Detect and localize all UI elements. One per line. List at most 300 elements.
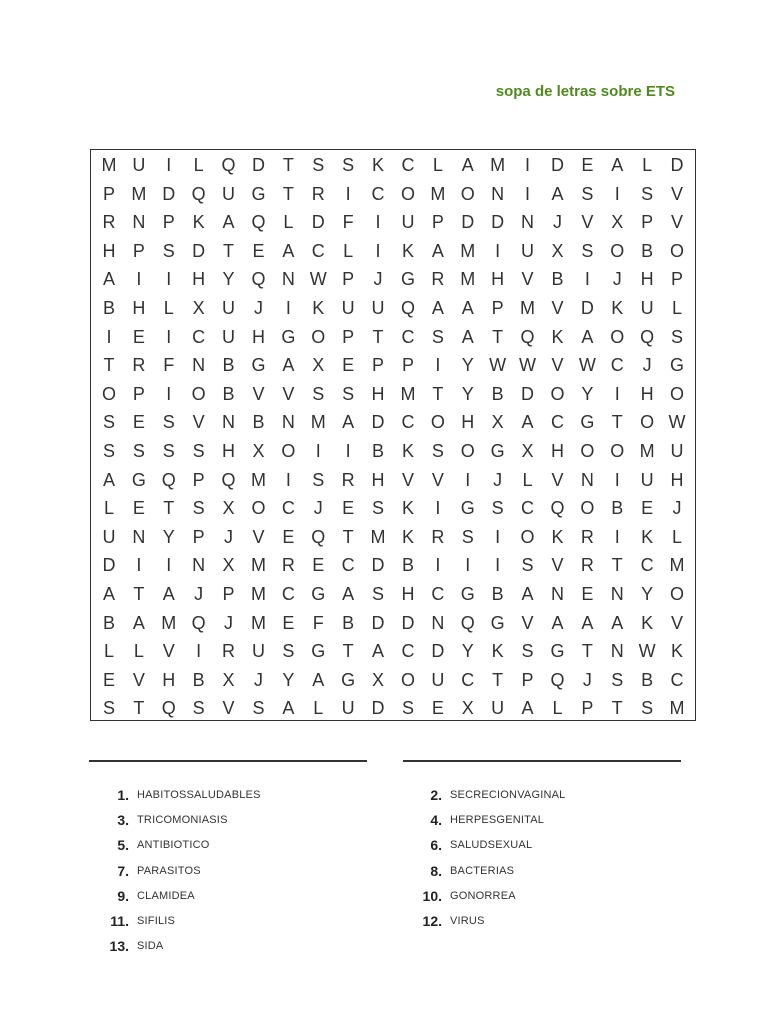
grid-letter[interactable]: J bbox=[373, 269, 383, 290]
grid-letter[interactable]: D bbox=[461, 212, 475, 233]
grid-letter[interactable]: L bbox=[432, 155, 443, 175]
grid-letter[interactable]: G bbox=[460, 498, 475, 519]
grid-letter[interactable]: P bbox=[102, 183, 115, 204]
grid-letter[interactable]: A bbox=[162, 584, 175, 604]
grid-letter[interactable]: M bbox=[250, 612, 266, 633]
grid-letter[interactable]: S bbox=[491, 498, 504, 519]
grid-letter[interactable]: A bbox=[102, 469, 115, 490]
grid-letter[interactable]: V bbox=[551, 298, 564, 318]
grid-letter[interactable]: O bbox=[610, 441, 625, 461]
grid-letter[interactable]: S bbox=[162, 412, 175, 433]
grid-letter[interactable]: D bbox=[580, 298, 594, 318]
grid-letter[interactable]: Q bbox=[161, 469, 176, 490]
grid-letter[interactable]: V bbox=[192, 412, 205, 433]
grid-letter[interactable]: L bbox=[313, 698, 324, 719]
grid-letter[interactable]: U bbox=[132, 155, 146, 175]
grid-letter[interactable]: I bbox=[196, 641, 202, 662]
grid-letter[interactable]: G bbox=[550, 641, 565, 662]
grid-letter[interactable]: S bbox=[282, 641, 295, 662]
grid-letter[interactable]: C bbox=[281, 584, 295, 604]
grid-letter[interactable]: V bbox=[252, 526, 265, 547]
grid-letter[interactable]: G bbox=[251, 183, 266, 204]
grid-letter[interactable]: A bbox=[282, 240, 295, 261]
grid-letter[interactable]: U bbox=[521, 240, 535, 261]
grid-letter[interactable]: I bbox=[166, 326, 172, 347]
grid-letter[interactable]: T bbox=[342, 641, 354, 662]
grid-letter[interactable]: A bbox=[282, 698, 295, 719]
grid-letter[interactable]: S bbox=[102, 412, 115, 433]
grid-letter[interactable]: D bbox=[192, 240, 206, 261]
grid-letter[interactable]: X bbox=[222, 555, 235, 576]
grid-letter[interactable]: K bbox=[192, 212, 205, 233]
grid-letter[interactable]: D bbox=[670, 155, 684, 175]
grid-letter[interactable]: M bbox=[161, 612, 177, 633]
grid-letter[interactable]: L bbox=[343, 240, 354, 261]
grid-letter[interactable]: N bbox=[132, 526, 146, 547]
grid-letter[interactable]: R bbox=[281, 555, 295, 576]
grid-letter[interactable]: I bbox=[614, 469, 620, 490]
grid-letter[interactable]: U bbox=[251, 641, 265, 662]
grid-letter[interactable]: C bbox=[610, 355, 624, 376]
grid-letter[interactable]: B bbox=[192, 669, 205, 690]
grid-letter[interactable]: R bbox=[132, 355, 146, 376]
grid-letter[interactable]: A bbox=[282, 355, 295, 376]
grid-letter[interactable]: O bbox=[610, 240, 625, 261]
grid-letter[interactable]: N bbox=[192, 355, 206, 376]
grid-letter[interactable]: T bbox=[342, 526, 354, 547]
grid-letter[interactable]: O bbox=[580, 441, 595, 461]
grid-letter[interactable]: E bbox=[342, 355, 355, 376]
grid-letter[interactable]: Q bbox=[520, 326, 535, 347]
grid-letter[interactable]: E bbox=[102, 669, 115, 690]
grid-letter[interactable]: S bbox=[641, 183, 654, 204]
grid-letter[interactable]: P bbox=[342, 326, 355, 347]
grid-letter[interactable]: S bbox=[342, 383, 355, 404]
grid-letter[interactable]: D bbox=[491, 212, 505, 233]
grid-letter[interactable]: J bbox=[253, 669, 263, 690]
grid-letter[interactable]: R bbox=[580, 555, 594, 576]
grid-letter[interactable]: J bbox=[642, 355, 652, 376]
grid-letter[interactable]: U bbox=[371, 298, 385, 318]
grid-letter[interactable]: T bbox=[581, 641, 593, 662]
grid-letter[interactable]: E bbox=[132, 326, 145, 347]
grid-letter[interactable]: T bbox=[611, 412, 623, 433]
grid-letter[interactable]: X bbox=[461, 698, 474, 719]
grid-letter[interactable]: J bbox=[582, 669, 592, 690]
grid-letter[interactable]: O bbox=[430, 412, 445, 433]
grid-letter[interactable]: G bbox=[460, 584, 475, 604]
grid-letter[interactable]: O bbox=[580, 498, 595, 519]
grid-letter[interactable]: A bbox=[521, 412, 534, 433]
grid-letter[interactable]: H bbox=[461, 412, 475, 433]
grid-letter[interactable]: C bbox=[341, 555, 355, 576]
grid-letter[interactable]: L bbox=[163, 298, 174, 318]
grid-letter[interactable]: A bbox=[521, 698, 534, 719]
grid-letter[interactable]: H bbox=[670, 469, 684, 490]
grid-letter[interactable]: Y bbox=[222, 269, 235, 290]
grid-letter[interactable]: T bbox=[133, 698, 145, 719]
grid-letter[interactable]: K bbox=[671, 641, 684, 662]
grid-letter[interactable]: J bbox=[253, 298, 263, 318]
grid-letter[interactable]: B bbox=[222, 355, 235, 376]
grid-letter[interactable]: V bbox=[671, 212, 684, 233]
grid-letter[interactable]: R bbox=[311, 183, 325, 204]
grid-letter[interactable]: D bbox=[162, 183, 176, 204]
grid-letter[interactable]: M bbox=[460, 269, 476, 290]
grid-letter[interactable]: A bbox=[611, 612, 624, 633]
grid-letter[interactable]: V bbox=[551, 555, 564, 576]
grid-letter[interactable]: I bbox=[584, 269, 590, 290]
grid-letter[interactable]: V bbox=[581, 212, 594, 233]
grid-letter[interactable]: Y bbox=[461, 355, 474, 376]
grid-letter[interactable]: N bbox=[550, 584, 564, 604]
grid-letter[interactable]: S bbox=[162, 441, 175, 461]
grid-letter[interactable]: A bbox=[312, 669, 325, 690]
grid-letter[interactable]: Y bbox=[162, 526, 175, 547]
grid-letter[interactable]: I bbox=[435, 555, 441, 576]
grid-letter[interactable]: D bbox=[521, 383, 535, 404]
grid-letter[interactable]: P bbox=[222, 584, 235, 604]
grid-letter[interactable]: R bbox=[431, 269, 445, 290]
grid-letter[interactable]: A bbox=[551, 183, 564, 204]
grid-letter[interactable]: E bbox=[132, 412, 145, 433]
grid-letter[interactable]: R bbox=[580, 526, 594, 547]
grid-letter[interactable]: C bbox=[371, 183, 385, 204]
grid-letter[interactable]: G bbox=[311, 641, 326, 662]
grid-letter[interactable]: T bbox=[282, 155, 294, 175]
grid-letter[interactable]: U bbox=[222, 326, 236, 347]
grid-letter[interactable]: I bbox=[495, 240, 501, 261]
grid-letter[interactable]: U bbox=[222, 298, 236, 318]
grid-letter[interactable]: X bbox=[192, 298, 205, 318]
grid-letter[interactable]: G bbox=[490, 612, 505, 633]
grid-letter[interactable]: S bbox=[461, 526, 474, 547]
grid-letter[interactable]: E bbox=[431, 698, 444, 719]
grid-letter[interactable]: P bbox=[162, 212, 175, 233]
grid-letter[interactable]: U bbox=[222, 183, 236, 204]
grid-letter[interactable]: S bbox=[372, 498, 385, 519]
grid-letter[interactable]: O bbox=[520, 526, 535, 547]
grid-letter[interactable]: M bbox=[520, 298, 536, 318]
grid-letter[interactable]: T bbox=[163, 498, 175, 519]
grid-letter[interactable]: E bbox=[132, 498, 145, 519]
grid-letter[interactable]: I bbox=[614, 383, 620, 404]
grid-letter[interactable]: G bbox=[670, 355, 685, 376]
grid-letter[interactable]: S bbox=[611, 669, 624, 690]
grid-letter[interactable]: U bbox=[341, 298, 355, 318]
grid-letter[interactable]: S bbox=[312, 469, 325, 490]
grid-letter[interactable]: Y bbox=[461, 641, 474, 662]
grid-letter[interactable]: R bbox=[102, 212, 116, 233]
grid-letter[interactable]: X bbox=[611, 212, 624, 233]
grid-letter[interactable]: Q bbox=[221, 469, 236, 490]
grid-letter[interactable]: I bbox=[465, 469, 471, 490]
grid-letter[interactable]: Y bbox=[461, 383, 474, 404]
grid-letter[interactable]: J bbox=[612, 269, 622, 290]
grid-letter[interactable]: S bbox=[162, 240, 175, 261]
grid-letter[interactable]: J bbox=[224, 612, 234, 633]
grid-letter[interactable]: X bbox=[312, 355, 325, 376]
grid-letter[interactable]: C bbox=[401, 412, 415, 433]
grid-letter[interactable]: C bbox=[550, 412, 564, 433]
grid-letter[interactable]: X bbox=[222, 669, 235, 690]
grid-letter[interactable]: M bbox=[250, 469, 266, 490]
grid-letter[interactable]: L bbox=[642, 155, 653, 175]
grid-letter[interactable]: Q bbox=[161, 698, 176, 719]
grid-letter[interactable]: M bbox=[669, 698, 685, 719]
grid-letter[interactable]: R bbox=[341, 469, 355, 490]
grid-letter[interactable]: B bbox=[252, 412, 265, 433]
grid-letter[interactable]: A bbox=[581, 612, 594, 633]
grid-letter[interactable]: D bbox=[371, 612, 385, 633]
grid-letter[interactable]: Q bbox=[251, 212, 266, 233]
grid-letter[interactable]: Q bbox=[221, 155, 236, 175]
grid-letter[interactable]: I bbox=[285, 469, 291, 490]
grid-letter[interactable]: B bbox=[641, 669, 654, 690]
grid-letter[interactable]: Y bbox=[641, 584, 654, 604]
grid-letter[interactable]: E bbox=[252, 240, 265, 261]
grid-letter[interactable]: N bbox=[192, 555, 206, 576]
grid-letter[interactable]: B bbox=[102, 298, 115, 318]
grid-letter[interactable]: C bbox=[281, 498, 295, 519]
grid-letter[interactable]: M bbox=[490, 155, 506, 175]
grid-letter[interactable]: E bbox=[282, 612, 295, 633]
grid-letter[interactable]: L bbox=[552, 698, 563, 719]
grid-letter[interactable]: C bbox=[192, 326, 206, 347]
grid-letter[interactable]: S bbox=[102, 698, 115, 719]
grid-letter[interactable]: I bbox=[315, 441, 321, 461]
grid-letter[interactable]: A bbox=[431, 298, 444, 318]
grid-letter[interactable]: K bbox=[401, 526, 414, 547]
grid-letter[interactable]: Q bbox=[550, 498, 565, 519]
grid-letter[interactable]: M bbox=[370, 526, 386, 547]
grid-letter[interactable]: A bbox=[132, 612, 145, 633]
grid-letter[interactable]: V bbox=[521, 612, 534, 633]
grid-letter[interactable]: I bbox=[525, 183, 531, 204]
grid-letter[interactable]: P bbox=[372, 355, 385, 376]
grid-letter[interactable]: W bbox=[519, 355, 537, 376]
grid-letter[interactable]: P bbox=[132, 240, 145, 261]
grid-letter[interactable]: V bbox=[252, 383, 265, 404]
grid-letter[interactable]: C bbox=[401, 155, 415, 175]
grid-letter[interactable]: V bbox=[162, 641, 175, 662]
grid-letter[interactable]: J bbox=[493, 469, 503, 490]
grid-letter[interactable]: L bbox=[672, 526, 683, 547]
grid-letter[interactable]: S bbox=[102, 441, 115, 461]
grid-letter[interactable]: X bbox=[521, 441, 534, 461]
grid-letter[interactable]: V bbox=[671, 183, 684, 204]
grid-letter[interactable]: T bbox=[103, 355, 115, 376]
grid-letter[interactable]: U bbox=[102, 526, 116, 547]
grid-letter[interactable]: V bbox=[521, 269, 534, 290]
grid-letter[interactable]: I bbox=[435, 355, 441, 376]
grid-letter[interactable]: G bbox=[311, 584, 326, 604]
grid-letter[interactable]: S bbox=[671, 326, 684, 347]
grid-letter[interactable]: M bbox=[250, 584, 266, 604]
grid-letter[interactable]: D bbox=[550, 155, 564, 175]
grid-letter[interactable]: U bbox=[491, 698, 505, 719]
grid-letter[interactable]: Q bbox=[640, 326, 655, 347]
grid-letter[interactable]: J bbox=[224, 526, 234, 547]
grid-letter[interactable]: O bbox=[101, 383, 116, 404]
grid-letter[interactable]: O bbox=[640, 412, 655, 433]
grid-letter[interactable]: U bbox=[640, 469, 654, 490]
grid-letter[interactable]: R bbox=[431, 526, 445, 547]
grid-letter[interactable]: H bbox=[640, 383, 654, 404]
grid-letter[interactable]: O bbox=[191, 383, 206, 404]
grid-letter[interactable]: Q bbox=[251, 269, 266, 290]
grid-letter[interactable]: A bbox=[222, 212, 235, 233]
grid-letter[interactable]: M bbox=[101, 155, 117, 175]
grid-letter[interactable]: I bbox=[345, 183, 351, 204]
grid-letter[interactable]: H bbox=[251, 326, 265, 347]
grid-letter[interactable]: S bbox=[431, 326, 444, 347]
grid-letter[interactable]: J bbox=[313, 498, 323, 519]
grid-letter[interactable]: S bbox=[521, 555, 534, 576]
grid-letter[interactable]: V bbox=[551, 355, 564, 376]
grid-letter[interactable]: N bbox=[222, 412, 236, 433]
grid-letter[interactable]: M bbox=[669, 555, 685, 576]
grid-letter[interactable]: I bbox=[166, 555, 172, 576]
grid-letter[interactable]: Q bbox=[460, 612, 475, 633]
grid-letter[interactable]: M bbox=[400, 383, 416, 404]
grid-letter[interactable]: A bbox=[551, 612, 564, 633]
grid-letter[interactable]: T bbox=[492, 669, 504, 690]
grid-letter[interactable]: T bbox=[432, 383, 444, 404]
grid-letter[interactable]: A bbox=[461, 298, 474, 318]
grid-letter[interactable]: P bbox=[342, 269, 355, 290]
grid-letter[interactable]: Q bbox=[550, 669, 565, 690]
grid-letter[interactable]: D bbox=[251, 155, 265, 175]
grid-letter[interactable]: D bbox=[311, 212, 325, 233]
grid-letter[interactable]: O bbox=[251, 498, 266, 519]
grid-letter[interactable]: C bbox=[311, 240, 325, 261]
grid-letter[interactable]: L bbox=[193, 155, 204, 175]
grid-letter[interactable]: L bbox=[672, 298, 683, 318]
grid-letter[interactable]: X bbox=[551, 240, 564, 261]
grid-letter[interactable]: T bbox=[223, 240, 235, 261]
grid-letter[interactable]: C bbox=[401, 641, 415, 662]
grid-letter[interactable]: J bbox=[672, 498, 682, 519]
grid-letter[interactable]: S bbox=[342, 155, 355, 175]
grid-letter[interactable]: D bbox=[431, 641, 445, 662]
grid-letter[interactable]: T bbox=[133, 584, 145, 604]
grid-letter[interactable]: G bbox=[341, 669, 356, 690]
grid-letter[interactable]: A bbox=[372, 641, 385, 662]
grid-letter[interactable]: K bbox=[551, 526, 564, 547]
grid-letter[interactable]: S bbox=[312, 383, 325, 404]
grid-letter[interactable]: H bbox=[491, 269, 505, 290]
grid-letter[interactable]: A bbox=[342, 412, 355, 433]
grid-letter[interactable]: F bbox=[312, 612, 324, 633]
grid-letter[interactable]: D bbox=[102, 555, 116, 576]
grid-letter[interactable]: P bbox=[581, 698, 594, 719]
grid-letter[interactable]: J bbox=[194, 584, 204, 604]
grid-letter[interactable]: B bbox=[491, 584, 504, 604]
grid-letter[interactable]: I bbox=[166, 269, 172, 290]
grid-letter[interactable]: H bbox=[192, 269, 206, 290]
grid-letter[interactable]: T bbox=[611, 555, 623, 576]
grid-letter[interactable]: A bbox=[461, 326, 474, 347]
grid-letter[interactable]: E bbox=[581, 584, 594, 604]
grid-letter[interactable]: A bbox=[461, 155, 474, 175]
grid-letter[interactable]: O bbox=[460, 183, 475, 204]
grid-letter[interactable]: Q bbox=[191, 612, 206, 633]
grid-letter[interactable]: C bbox=[670, 669, 684, 690]
grid-letter[interactable]: G bbox=[251, 355, 266, 376]
grid-letter[interactable]: H bbox=[162, 669, 176, 690]
grid-letter[interactable]: O bbox=[311, 326, 326, 347]
grid-letter[interactable]: T bbox=[611, 698, 623, 719]
grid-letter[interactable]: S bbox=[252, 698, 265, 719]
grid-letter[interactable]: C bbox=[461, 669, 475, 690]
grid-letter[interactable]: U bbox=[431, 669, 445, 690]
grid-letter[interactable]: M bbox=[430, 183, 446, 204]
grid-letter[interactable]: E bbox=[342, 498, 355, 519]
grid-letter[interactable]: H bbox=[102, 240, 116, 261]
grid-letter[interactable]: X bbox=[491, 412, 504, 433]
grid-letter[interactable]: Q bbox=[191, 183, 206, 204]
grid-letter[interactable]: A bbox=[342, 584, 355, 604]
grid-letter[interactable]: N bbox=[521, 212, 535, 233]
grid-letter[interactable]: H bbox=[640, 269, 654, 290]
grid-letter[interactable]: B bbox=[342, 612, 355, 633]
grid-letter[interactable]: H bbox=[550, 441, 564, 461]
grid-letter[interactable]: I bbox=[166, 155, 172, 175]
grid-letter[interactable]: K bbox=[551, 326, 564, 347]
grid-letter[interactable]: N bbox=[610, 641, 624, 662]
grid-letter[interactable]: L bbox=[133, 641, 144, 662]
grid-letter[interactable]: S bbox=[521, 641, 534, 662]
grid-letter[interactable]: I bbox=[465, 555, 471, 576]
grid-letter[interactable]: D bbox=[371, 412, 385, 433]
grid-letter[interactable]: H bbox=[132, 298, 146, 318]
grid-letter[interactable]: I bbox=[375, 212, 381, 233]
grid-letter[interactable]: U bbox=[341, 698, 355, 719]
grid-letter[interactable]: I bbox=[495, 526, 501, 547]
grid-letter[interactable]: O bbox=[670, 584, 685, 604]
grid-letter[interactable]: P bbox=[132, 383, 145, 404]
grid-letter[interactable]: V bbox=[282, 383, 295, 404]
grid-letter[interactable]: G bbox=[400, 269, 415, 290]
grid-letter[interactable]: W bbox=[309, 269, 327, 290]
grid-letter[interactable]: S bbox=[132, 441, 145, 461]
grid-letter[interactable]: O bbox=[670, 383, 685, 404]
grid-letter[interactable]: U bbox=[401, 212, 415, 233]
grid-letter[interactable]: V bbox=[431, 469, 444, 490]
grid-letter[interactable]: N bbox=[610, 584, 624, 604]
grid-letter[interactable]: R bbox=[222, 641, 236, 662]
grid-letter[interactable]: N bbox=[491, 183, 505, 204]
grid-letter[interactable]: N bbox=[281, 269, 295, 290]
grid-letter[interactable]: S bbox=[372, 584, 385, 604]
grid-letter[interactable]: A bbox=[102, 584, 115, 604]
grid-letter[interactable]: H bbox=[401, 584, 415, 604]
grid-letter[interactable]: L bbox=[103, 498, 114, 519]
grid-letter[interactable]: E bbox=[312, 555, 325, 576]
grid-letter[interactable]: E bbox=[581, 155, 594, 175]
grid-letter[interactable]: L bbox=[283, 212, 294, 233]
grid-letter[interactable]: O bbox=[610, 326, 625, 347]
grid-letter[interactable]: F bbox=[342, 212, 354, 233]
grid-letter[interactable]: I bbox=[285, 298, 291, 318]
grid-letter[interactable]: I bbox=[136, 555, 142, 576]
grid-letter[interactable]: I bbox=[525, 155, 531, 175]
grid-letter[interactable]: B bbox=[551, 269, 564, 290]
grid-letter[interactable]: P bbox=[192, 469, 205, 490]
grid-letter[interactable]: M bbox=[460, 240, 476, 261]
grid-letter[interactable]: N bbox=[132, 212, 146, 233]
